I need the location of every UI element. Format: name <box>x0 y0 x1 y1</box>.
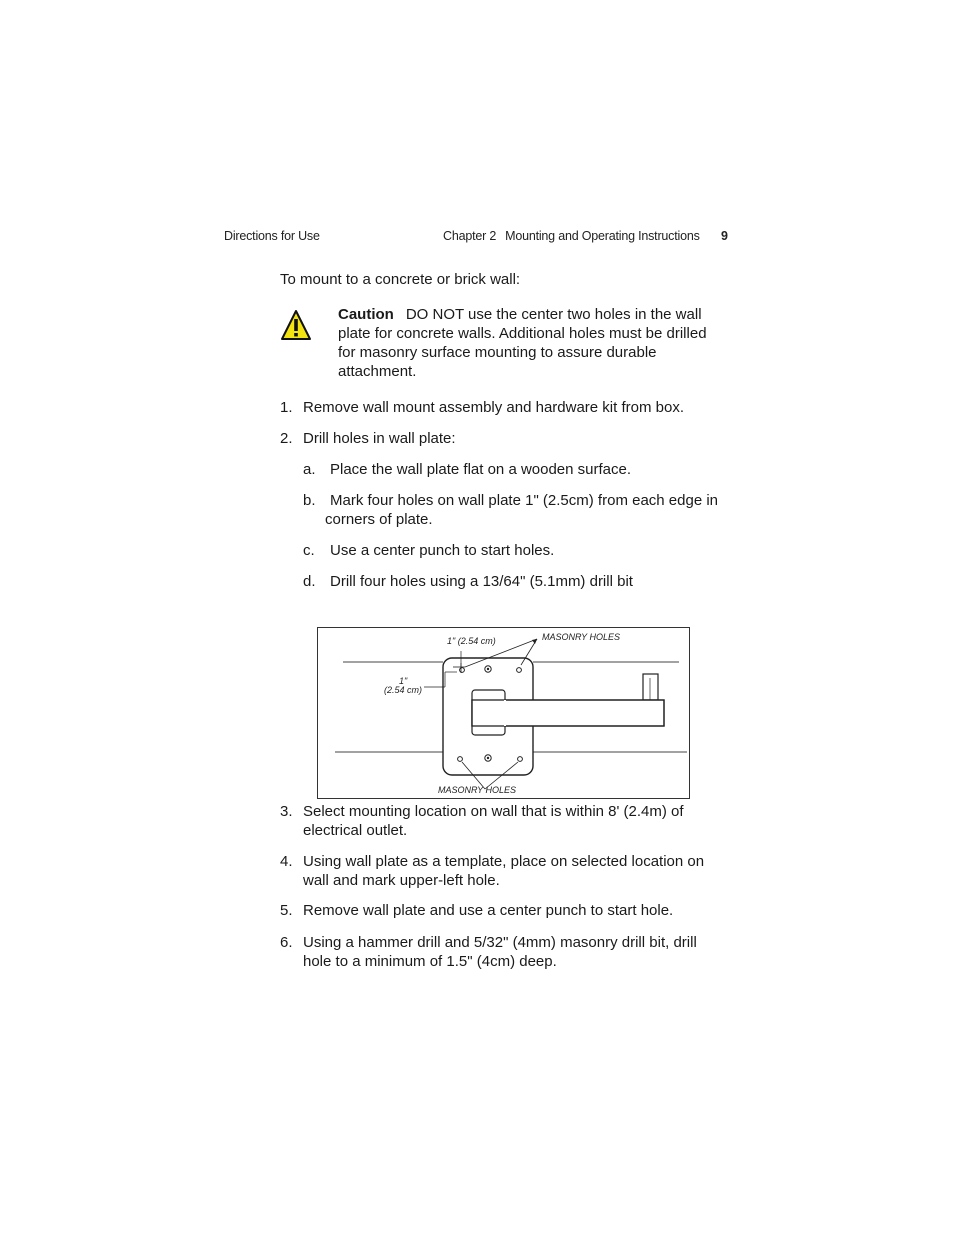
header-chapter <box>443 229 700 243</box>
step-line: Select mounting location on wall that is within 8' (2.4m) of <box>303 803 684 820</box>
step-text <box>303 852 733 890</box>
caution-line: for masonry surface mounting to assure durable <box>338 344 657 361</box>
side-dimension-label-cm: (2.54 cm) <box>384 685 423 695</box>
masonry-holes-label-bottom: MASONRY HOLES <box>438 785 517 795</box>
substep-text: Drill four holes using a 13/64" (5.1mm) drill bit <box>330 573 633 590</box>
masonry-hole <box>460 668 465 673</box>
masonry-hole <box>517 668 522 673</box>
substep-text: Use a center punch to start holes. <box>330 542 555 559</box>
masonry-holes-label-top: MASONRY HOLES <box>542 632 621 642</box>
step-number: 6. <box>280 934 293 951</box>
step-text: Drill holes in wall plate: <box>303 430 456 447</box>
masonry-hole <box>518 757 523 762</box>
page-number: 9 <box>721 229 728 243</box>
caution-line: plate for concrete walls. Additional holes must be drilled <box>338 325 707 342</box>
side-dimension-label: 1" <box>399 676 408 686</box>
intro-text: To mount to a concrete or brick wall: <box>280 271 521 288</box>
caution-line <box>338 305 730 324</box>
step-number: 5. <box>280 902 293 919</box>
substep-letter: c. <box>303 542 315 559</box>
step-number: 1. <box>280 399 293 416</box>
substep-letter: b. <box>303 492 316 509</box>
step-line: hole to a minimum of 1.5" (4cm) deep. <box>303 953 557 970</box>
step-text: Remove wall plate and use a center punch to start hole. <box>303 902 674 919</box>
step-text <box>303 933 733 971</box>
substep-letter: a. <box>303 461 316 478</box>
arm-end-post <box>643 674 658 700</box>
step-text: Remove wall mount assembly and hardware kit from box. <box>303 399 684 416</box>
substep-text: Place the wall plate flat on a wooden surface. <box>330 461 632 478</box>
substep-text: corners of plate. <box>325 511 433 528</box>
wall-plate-figure <box>317 627 690 799</box>
step-number: 4. <box>280 853 293 870</box>
step-line: electrical outlet. <box>303 822 408 839</box>
arm-bracket <box>472 690 505 735</box>
caution-text <box>338 305 730 381</box>
header-chapter-number: Chapter 2 <box>443 229 497 243</box>
warning-triangle-icon <box>280 309 312 341</box>
caution-line: attachment. <box>338 363 417 380</box>
masonry-hole <box>458 757 463 762</box>
wall-plate-diagram <box>317 627 690 799</box>
substep-text: Mark four holes on wall plate 1" (2.5cm) from each edge in <box>330 492 719 509</box>
caution-label: Caution <box>338 306 394 323</box>
step-line: Using a hammer drill and 5/32" (4mm) masonry drill bit, drill <box>303 934 697 951</box>
header-chapter-title: Mounting and Operating Instructions <box>505 229 700 243</box>
substep-letter: d. <box>303 573 316 590</box>
step-number: 3. <box>280 803 293 820</box>
header-doc-title: Directions for Use <box>224 229 320 243</box>
top-dimension-label: 1" (2.54 cm) <box>447 636 496 646</box>
caution-line-text: DO NOT use the center two holes in the wall <box>405 306 702 323</box>
step-line: wall and mark upper-left hole. <box>303 872 500 889</box>
step-line: Using wall plate as a template, place on selected location on <box>303 853 705 870</box>
step-number: 2. <box>280 430 293 447</box>
step-text <box>303 802 733 840</box>
